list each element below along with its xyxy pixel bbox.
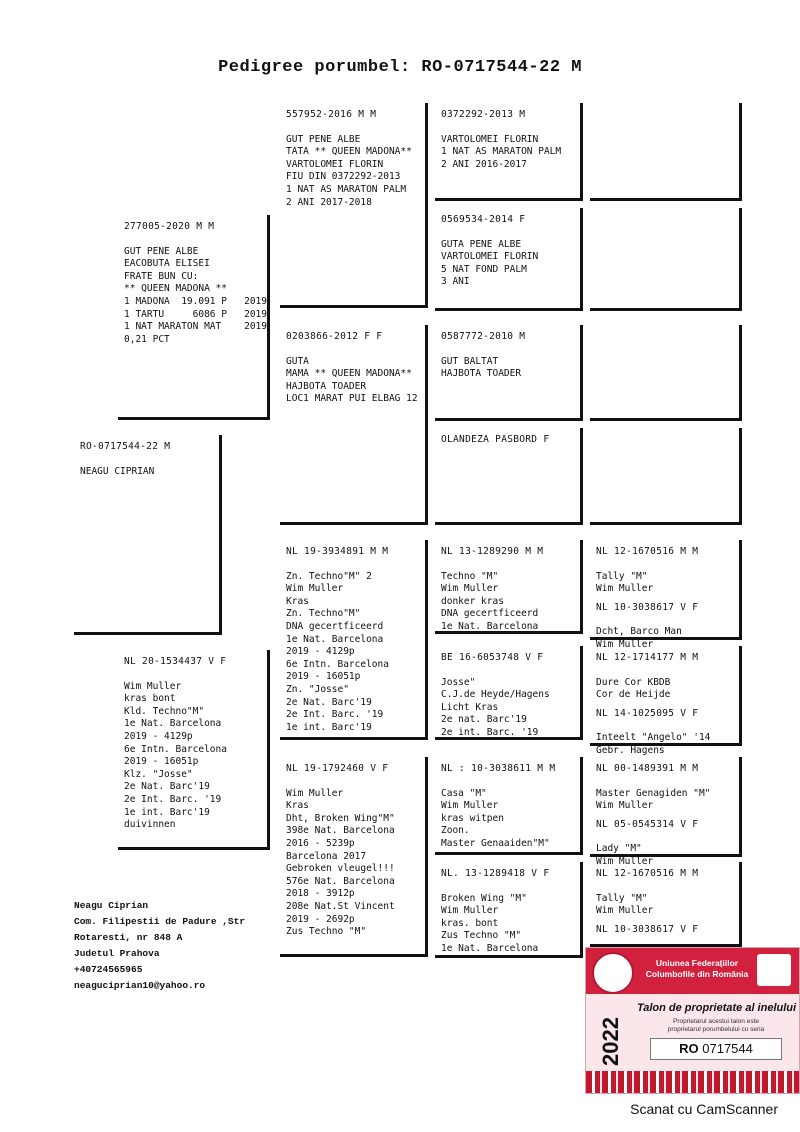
pedigree-line: Barcelona 2017 — [286, 850, 367, 862]
pedigree-line: 208e Nat.St Vincent — [286, 900, 395, 912]
pedigree-line: 398e Nat. Barcelona — [286, 825, 395, 837]
owner-line: Rotaresti, nr 848 A — [74, 932, 183, 943]
pedigree-line: Wim Muller — [441, 583, 499, 595]
pedigree-line: 6e Intn. Barcelona — [286, 658, 389, 670]
pedigree-line: EACOBUTA ELISEI — [124, 258, 210, 270]
pedigree-line: Wim Muller — [441, 800, 499, 812]
ring-number: 0717544 — [702, 1041, 753, 1056]
pedigree-line: Wim Muller — [596, 638, 654, 650]
pedigree-line: kras. bont — [441, 917, 499, 929]
pedigree-line: DNA gecertficeerd — [286, 620, 384, 632]
pedigree-line: GUT BALTAT — [441, 355, 499, 367]
pedigree-box-dam — [118, 650, 270, 850]
pedigree-line: FIU DIN 0372292-2013 — [286, 171, 401, 183]
owner-line: +40724565965 — [74, 964, 143, 975]
pedigree-line: GUTA — [286, 355, 309, 367]
pedigree-line: Master Genaaiden"M" — [441, 837, 550, 849]
pedigree-line: 2019 - 16051p — [286, 671, 361, 683]
stamp-org-name: Uniunea Federațiilor Columbofile din România — [645, 958, 749, 979]
pedigree-box-sire-dam — [280, 325, 428, 525]
pedigree-box-ddss — [590, 757, 742, 867]
pedigree-line: 2019 - 2692p — [286, 913, 355, 925]
ring-id: NL 10-3038617 V F — [596, 923, 699, 935]
pedigree-line: Zus Techno "M" — [441, 930, 522, 942]
pedigree-box-gen5-2 — [590, 208, 742, 311]
pedigree-box-sds — [435, 325, 583, 421]
pedigree-line: 1e Nat. Barcelona — [124, 718, 222, 730]
pedigree-line: 1 NAT AS MARATON PALM — [441, 146, 562, 158]
pedigree-line: Licht Kras — [441, 701, 499, 713]
ring-id: NL 12-1714177 M M — [596, 652, 699, 663]
pedigree-line: Inteelt "Angelo" '14 — [596, 732, 711, 744]
stamp-year: 2022 — [598, 1017, 623, 1066]
pedigree-line: Dure Cor KBDB — [596, 676, 671, 688]
pedigree-box-sss — [435, 103, 583, 201]
pedigree-line: 1e Nat. Barcelona — [441, 942, 539, 954]
pedigree-line: 2 ANI 2016-2017 — [441, 158, 527, 170]
pedigree-box-dds — [435, 757, 583, 855]
page-title: Pedigree porumbel: RO-0717544-22 M — [218, 58, 582, 77]
pedigree-box-gen5-1 — [590, 103, 742, 201]
ring-id: NL 13-1289290 M M — [441, 546, 544, 557]
pedigree-box-sire-sire — [280, 103, 428, 308]
pedigree-line: Tally "M" — [596, 570, 648, 582]
ring-id: NL 12-1670516 M M — [596, 546, 699, 557]
ring-number-field — [650, 1038, 782, 1060]
ring-id: 277005-2020 M M — [124, 221, 215, 232]
pedigree-line: 5 NAT FOND PALM — [441, 263, 527, 275]
pedigree-line: DNA gecertficeerd — [441, 608, 539, 620]
pedigree-line: 1 MADONA 19.091 P 2019 — [124, 295, 267, 307]
pedigree-line: Zn. "Josse" — [286, 683, 349, 695]
pedigree-line: 1 NAT MARATON MAT 2019 — [124, 321, 267, 333]
pedigree-line: 2e int. Barc. '19 — [441, 726, 539, 738]
pedigree-line: Wim Muller — [596, 583, 654, 595]
pedigree-line: 3 ANI — [441, 276, 470, 288]
pedigree-box-gen5-4 — [590, 428, 742, 525]
ring-id: NL : 10-3038611 M M — [441, 763, 556, 774]
pedigree-line: Zoon. — [441, 825, 470, 837]
pedigree-line: Zn. Techno"M" 2 — [286, 570, 372, 582]
pedigree-line: Tally "M" — [596, 892, 648, 904]
pedigree-line: Casa "M" — [441, 787, 487, 799]
ring-id: 0587772-2010 M — [441, 331, 526, 342]
ring-id: BE 16-6053748 V F — [441, 652, 544, 663]
pedigree-line: 2019 - 4129p — [286, 646, 355, 658]
pedigree-line: 2018 - 3912p — [286, 888, 355, 900]
pedigree-line: VARTOLOMEI FLORIN — [441, 133, 539, 145]
pedigree-line: Gebroken vleugel!!! — [286, 863, 395, 875]
ring-id: 0203866-2012 F F — [286, 331, 383, 342]
pedigree-line: ** QUEEN MADONA ** — [124, 283, 227, 295]
pedigree-line: HAJBOTA TOADER — [441, 368, 522, 380]
pedigree-line: 0,21 PCT — [124, 333, 170, 345]
pedigree-line: VARTOLOMEI FLORIN — [286, 158, 384, 170]
pedigree-line: 2e Nat. Barc'19 — [124, 781, 210, 793]
pedigree-line: Kld. Techno"M" — [124, 705, 205, 717]
pedigree-line: 1 NAT AS MARATON PALM — [286, 183, 407, 195]
pedigree-line: LOC1 MARAT PUI ELBAG 12 — [286, 393, 418, 405]
pedigree-line: Dcht, Barco Man — [596, 626, 682, 638]
pedigree-line: 2e Nat. Barc'19 — [286, 696, 372, 708]
stamp-ornament-pattern — [586, 1071, 799, 1093]
pedigree-line: Wim Muller — [596, 800, 654, 812]
pedigree-line: Wim Muller — [286, 787, 344, 799]
pedigree-line: 1 TARTU 6086 P 2019 — [124, 308, 267, 320]
pedigree-box-sire — [118, 215, 270, 420]
pedigree-line: kras witpen — [441, 812, 504, 824]
pedigree-line: 2016 - 5239p — [286, 837, 355, 849]
federation-logo-icon — [757, 954, 791, 986]
pedigree-line: Wim Muller — [124, 680, 182, 692]
owner-line: Com. Filipestii de Padure ,Str — [74, 916, 246, 927]
pedigree-box-dsds — [590, 646, 742, 756]
ring-ownership-stamp — [585, 947, 800, 1094]
pedigree-line: 1e int. Barc'19 — [286, 721, 372, 733]
pedigree-line: 2e nat. Barc'19 — [441, 714, 527, 726]
pedigree-line: 1e Nat. Barcelona — [441, 620, 539, 632]
ring-id: OLANDEZA PASBORD F — [441, 434, 550, 445]
pedigree-line: 2019 - 4129p — [124, 730, 193, 742]
ring-id: NL 10-3038617 V F — [596, 601, 699, 613]
ring-id: 557952-2016 M M — [286, 109, 377, 120]
ring-id: NL 05-0545314 V F — [596, 818, 699, 830]
pedigree-line: Wim Muller — [441, 905, 499, 917]
pedigree-line: donker kras — [441, 595, 504, 607]
pedigree-line: VARTOLOMEI FLORIN — [441, 251, 539, 263]
scanner-watermark: Scanat cu CamScanner — [630, 1101, 778, 1117]
ring-id: NL. 13-1289418 V F — [441, 868, 550, 879]
stamp-title: Talon de proprietate al inelului — [636, 1002, 797, 1014]
pedigree-line: Josse" — [441, 676, 476, 688]
ring-id: NL 19-3934891 M M — [286, 546, 389, 557]
pedigree-line: Lady "M" — [596, 843, 642, 855]
pedigree-box-dam-sire — [280, 540, 428, 740]
pedigree-line: 1e Nat. Barcelona — [286, 633, 384, 645]
pedigree-box-gen5-3 — [590, 325, 742, 421]
federation-seal-icon — [592, 952, 634, 994]
ring-id: NL 19-1792460 V F — [286, 763, 389, 774]
pedigree-line: Kras — [286, 595, 309, 607]
pedigree-line: Zn. Techno"M" — [286, 608, 361, 620]
pedigree-line: 2e Int. Barc. '19 — [124, 793, 222, 805]
pedigree-line: Broken Wing "M" — [441, 892, 527, 904]
ring-id: 0569534-2014 F — [441, 214, 526, 225]
pedigree-line: Cor de Heijde — [596, 689, 671, 701]
owner-line: Neagu Ciprian — [74, 900, 149, 911]
pedigree-line: 2019 - 16051p — [124, 756, 199, 768]
pedigree-line: Gebr. Hagens — [596, 744, 665, 756]
ring-id: 0372292-2013 M — [441, 109, 526, 120]
pedigree-box-ddd — [435, 862, 583, 958]
pedigree-line: duivinnen — [124, 819, 176, 831]
pedigree-box-ddds — [590, 862, 742, 947]
ring-id: NL 00-1489391 M M — [596, 763, 699, 774]
pedigree-line: 1e int. Barc'19 — [124, 806, 210, 818]
pedigree-line: Master Genagiden "M" — [596, 787, 711, 799]
pedigree-line: 2e Int. Barc. '19 — [286, 709, 384, 721]
pedigree-line: TATA ** QUEEN MADONA** — [286, 146, 412, 158]
pedigree-line: Dht, Broken Wing"M" — [286, 812, 395, 824]
pedigree-line: Wim Muller — [596, 855, 654, 867]
pedigree-line: 576e Nat. Barcelona — [286, 875, 395, 887]
ring-id: RO-0717544-22 M — [80, 441, 171, 452]
pedigree-line: 2 ANI 2017-2018 — [286, 196, 372, 208]
pedigree-line: GUT PENE ALBE — [124, 245, 199, 257]
pedigree-line: kras bont — [124, 693, 176, 705]
pedigree-box-dsd — [435, 646, 583, 740]
ring-id: NL 12-1670516 M M — [596, 868, 699, 879]
ring-id: NL 14-1025095 V F — [596, 707, 699, 719]
pedigree-line: FRATE BUN CU: — [124, 270, 199, 282]
pedigree-line: Techno "M" — [441, 570, 499, 582]
pedigree-line: Klz. "Josse" — [124, 768, 193, 780]
pedigree-box-dsss — [590, 540, 742, 650]
pedigree-box-dam-dam — [280, 757, 428, 957]
pedigree-line: GUT PENE ALBE — [286, 133, 361, 145]
pedigree-box-subject — [74, 435, 222, 635]
owner-line: Judetul Prahova — [74, 948, 160, 959]
ring-id: NL 20-1534437 V F — [124, 656, 227, 667]
pedigree-box-dss — [435, 540, 583, 634]
pedigree-line: Kras — [286, 800, 309, 812]
owner-contact — [74, 898, 245, 994]
pedigree-line: GUTA PENE ALBE — [441, 238, 522, 250]
pedigree-line: Zus Techno "M" — [286, 926, 367, 938]
pedigree-line: Wim Muller — [286, 583, 344, 595]
pedigree-line: MAMA ** QUEEN MADONA** — [286, 368, 412, 380]
pedigree-line: Wim Muller — [596, 905, 654, 917]
stamp-description: Proprietarul acestui talon este proprietarul porumbelului cu seria — [667, 1018, 765, 1033]
pedigree-line: C.J.de Heyde/Hagens — [441, 689, 550, 701]
ring-prefix: RO — [679, 1041, 699, 1056]
owner-line: neaguciprian10@yahoo.ro — [74, 980, 206, 991]
pedigree-line: 6e Intn. Barcelona — [124, 743, 227, 755]
pedigree-line: HAJBOTA TOADER — [286, 380, 367, 392]
pedigree-box-ssd — [435, 208, 583, 311]
pedigree-line: NEAGU CIPRIAN — [80, 465, 155, 477]
pedigree-box-sdd — [435, 428, 583, 525]
